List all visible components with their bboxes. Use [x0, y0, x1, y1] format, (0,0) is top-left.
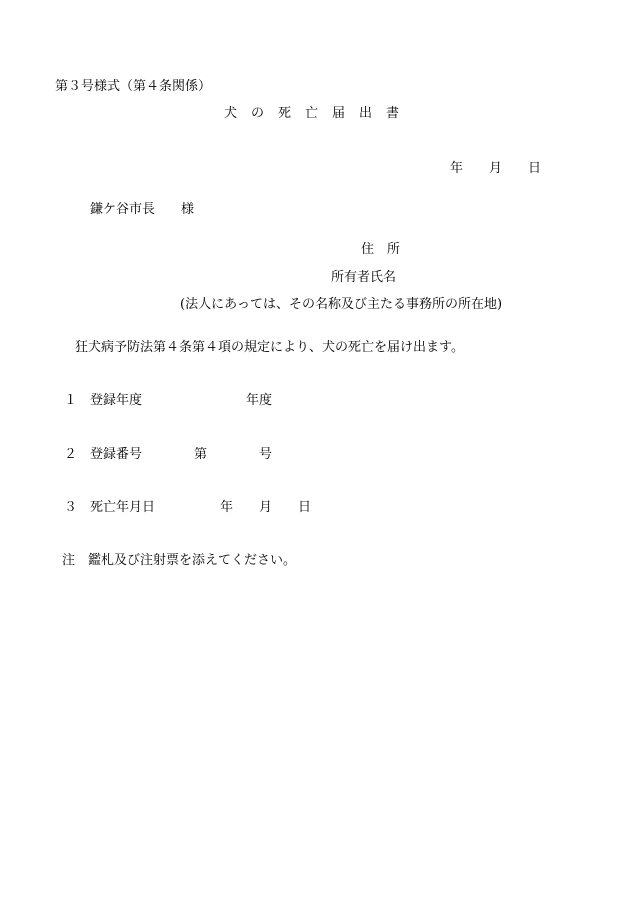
owner-name-label: 所有者氏名	[331, 270, 397, 285]
document-title: 犬 の 死 亡 届 出 書	[224, 106, 400, 121]
form-number: 第３号様式（第４条関係）	[55, 79, 212, 94]
item-registration-number: ２ 登録番号 第 号	[64, 447, 273, 462]
address-label: 住 所	[361, 242, 401, 257]
statement: 狂犬病予防法第４条第４項の規定により、犬の死亡を届け出ます。	[75, 340, 464, 355]
date-line: 年 月 日	[450, 161, 542, 176]
item-death-date: ３ 死亡年月日 年 月 日	[64, 500, 312, 515]
addressee: 鎌ケ谷市長 様	[90, 202, 195, 217]
item-registration-year: １ 登録年度 年度	[64, 393, 273, 408]
corporation-note: (法人にあっては、その名称及び主たる事務所の所在地)	[180, 297, 503, 312]
attachment-note: 注 鑑札及び注射票を添えてください。	[62, 553, 297, 568]
